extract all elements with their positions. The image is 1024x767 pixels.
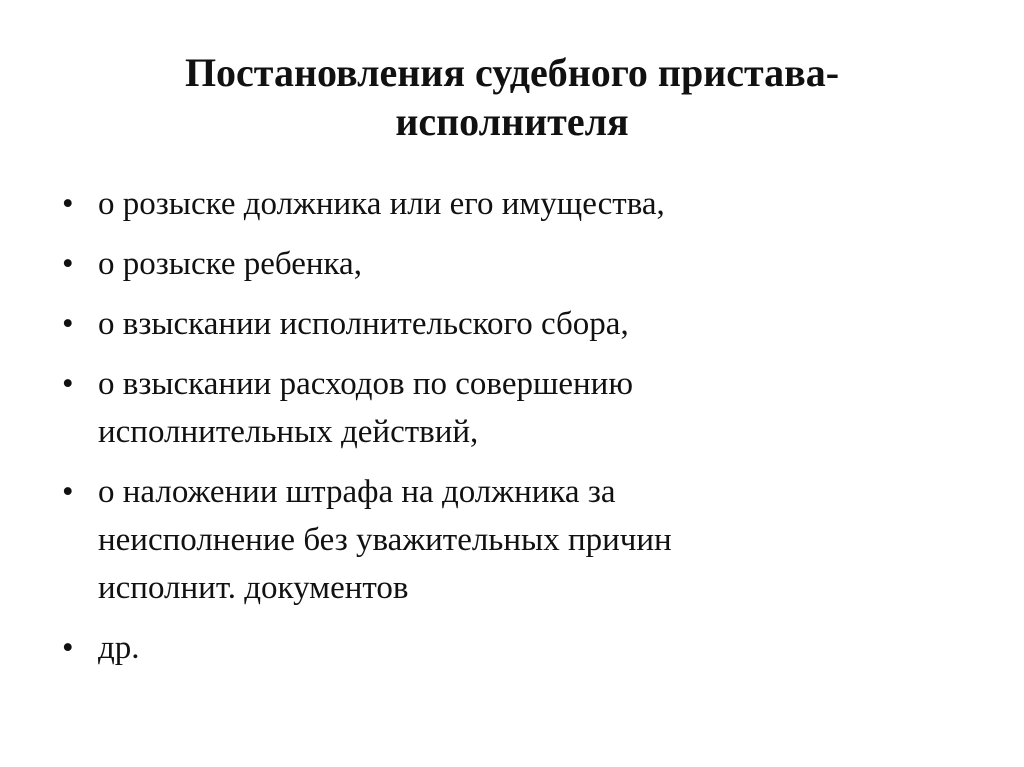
title-line-2: исполнителя xyxy=(395,99,629,144)
bullet-dot-icon: • xyxy=(62,246,74,282)
bullet-item-6 xyxy=(62,624,962,672)
bullet-dot-icon: • xyxy=(62,474,74,510)
title-line-1: Постановления судебного пристава- xyxy=(184,50,840,95)
bullet-dot-icon: • xyxy=(62,630,74,666)
bullet-item-5 xyxy=(62,468,962,612)
bullet-item-2 xyxy=(62,240,962,288)
bullet-text: др. xyxy=(98,630,140,666)
bullet-text-continued: исполнительных действий, xyxy=(98,414,479,450)
bullet-dot-icon: • xyxy=(62,306,74,342)
bullet-text: о розыске ребенка, xyxy=(98,246,362,282)
bullet-text: о розыске должника или его имущества, xyxy=(98,186,665,222)
bullet-text-continued: неисполнение без уважительных причин xyxy=(98,522,672,558)
bullet-item-1 xyxy=(62,180,962,228)
bullet-text: о взыскании расходов по совершению xyxy=(98,366,633,402)
bullet-item-4 xyxy=(62,360,962,456)
bullet-list xyxy=(62,180,962,684)
bullet-item-3 xyxy=(62,300,962,348)
bullet-text: о наложении штрафа на должника за xyxy=(98,474,616,510)
bullet-text-continued: исполнит. документов xyxy=(98,570,409,606)
slide-title xyxy=(62,48,962,146)
bullet-dot-icon: • xyxy=(62,186,74,222)
bullet-dot-icon: • xyxy=(62,366,74,402)
bullet-text: о взыскании исполнительского сбора, xyxy=(98,306,629,342)
